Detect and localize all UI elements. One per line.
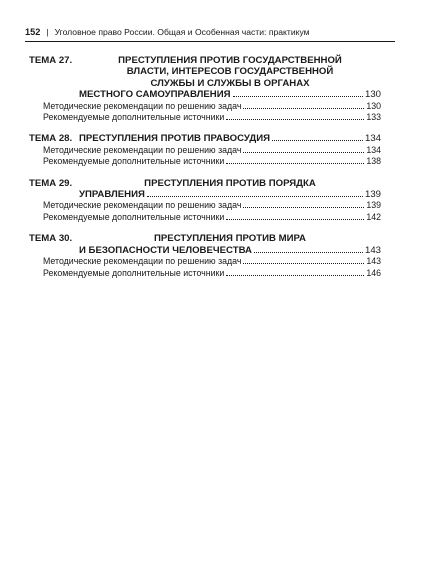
subentry-page-number: 134	[366, 144, 381, 155]
page-number: 152	[25, 27, 41, 37]
subentry-page-number: 130	[366, 100, 381, 111]
subentry-page-number: 139	[366, 200, 381, 211]
topic-title-line	[79, 189, 381, 200]
subentry-text: Методические рекомендации по решению задач	[43, 144, 242, 155]
toc-subentry[interactable]	[29, 268, 381, 279]
topic-title-text: И БЕЗОПАСНОСТИ ЧЕЛОВЕЧЕСТВА	[79, 244, 252, 256]
running-header	[25, 27, 395, 42]
dot-leader	[254, 252, 363, 253]
toc-subentry[interactable]	[29, 156, 381, 167]
subentry-page-number: 146	[366, 267, 381, 278]
toc-topic	[29, 133, 381, 167]
toc-subentry[interactable]	[29, 200, 381, 211]
topic-title-line	[79, 66, 381, 77]
dot-leader	[243, 207, 364, 208]
dot-leader	[243, 152, 364, 153]
subentry-text: Методические рекомендации по решению задач	[43, 200, 242, 211]
toc-subentry[interactable]	[29, 112, 381, 123]
topic-title-line	[79, 55, 381, 66]
dot-leader	[233, 96, 363, 97]
table-of-contents	[29, 55, 381, 289]
toc-subentry[interactable]	[29, 101, 381, 112]
dot-leader	[226, 219, 364, 220]
topic-title-text: ПРЕСТУПЛЕНИЯ ПРОТИВ ПОРЯДКА	[144, 177, 316, 189]
topic-title	[79, 178, 381, 201]
subentry-text: Рекомендуемые дополнительные источники	[43, 156, 225, 167]
topic-title	[79, 133, 381, 144]
topic-title-line	[79, 89, 381, 100]
subentry-page-number: 138	[366, 156, 381, 167]
running-title: Уголовное право России. Общая и Особенная части: практикум	[54, 27, 310, 37]
dot-leader	[147, 196, 363, 197]
topic-title	[79, 233, 381, 256]
subentry-text: Рекомендуемые дополнительные источники	[43, 211, 225, 222]
toc-subentry[interactable]	[29, 145, 381, 156]
subentry-text: Рекомендуемые дополнительные источники	[43, 267, 225, 278]
topic-title-line	[79, 78, 381, 89]
topic-title-text: СЛУЖБЫ И СЛУЖБЫ В ОРГАНАХ	[150, 77, 310, 89]
topic-page-number: 143	[364, 244, 381, 256]
toc-topic-heading[interactable]	[29, 233, 381, 256]
toc-subentry[interactable]	[29, 212, 381, 223]
dot-leader	[243, 108, 364, 109]
topic-label: ТЕМА 28.	[29, 133, 73, 145]
topic-title-text: ПРЕСТУПЛЕНИЯ ПРОТИВ ГОСУДАРСТВЕННОЙ	[118, 55, 342, 66]
topic-label: ТЕМА 27.	[29, 55, 73, 66]
toc-topic	[29, 55, 381, 123]
toc-topic	[29, 178, 381, 224]
toc-subentry[interactable]	[29, 256, 381, 267]
toc-topic-heading[interactable]	[29, 178, 381, 201]
toc-topic	[29, 233, 381, 279]
dot-leader	[243, 263, 364, 264]
topic-title-line	[79, 133, 381, 144]
subentry-page-number: 133	[366, 112, 381, 123]
topic-title-text: УПРАВЛЕНИЯ	[79, 189, 145, 201]
subentry-text: Методические рекомендации по решению задач	[43, 100, 242, 111]
dot-leader	[272, 140, 363, 141]
topic-title-text: ПРЕСТУПЛЕНИЯ ПРОТИВ ПРАВОСУДИЯ	[79, 133, 271, 145]
topic-page-number: 130	[364, 89, 381, 101]
dot-leader	[226, 119, 364, 120]
topic-page-number: 134	[364, 133, 381, 145]
dot-leader	[226, 163, 364, 164]
topic-title-text: МЕСТНОГО САМОУПРАВЛЕНИЯ	[79, 89, 231, 101]
topic-title	[79, 55, 381, 101]
header-separator: |	[46, 27, 49, 37]
subentry-text: Методические рекомендации по решению задач	[43, 256, 242, 267]
toc-topic-heading[interactable]	[29, 55, 381, 101]
dot-leader	[226, 275, 364, 276]
subentry-page-number: 142	[366, 211, 381, 222]
subentry-page-number: 143	[366, 256, 381, 267]
subentry-text: Рекомендуемые дополнительные источники	[43, 112, 225, 123]
topic-title-text: ВЛАСТИ, ИНТЕРЕСОВ ГОСУДАРСТВЕННОЙ	[126, 66, 334, 78]
topic-page-number: 139	[364, 189, 381, 201]
topic-title-line	[79, 178, 381, 189]
toc-topic-heading[interactable]	[29, 133, 381, 144]
topic-label: ТЕМА 30.	[29, 233, 73, 245]
topic-label: ТЕМА 29.	[29, 177, 73, 189]
topic-title-line	[79, 245, 381, 256]
topic-title-line	[79, 233, 381, 244]
topic-title-text: ПРЕСТУПЛЕНИЯ ПРОТИВ МИРА	[154, 233, 306, 245]
